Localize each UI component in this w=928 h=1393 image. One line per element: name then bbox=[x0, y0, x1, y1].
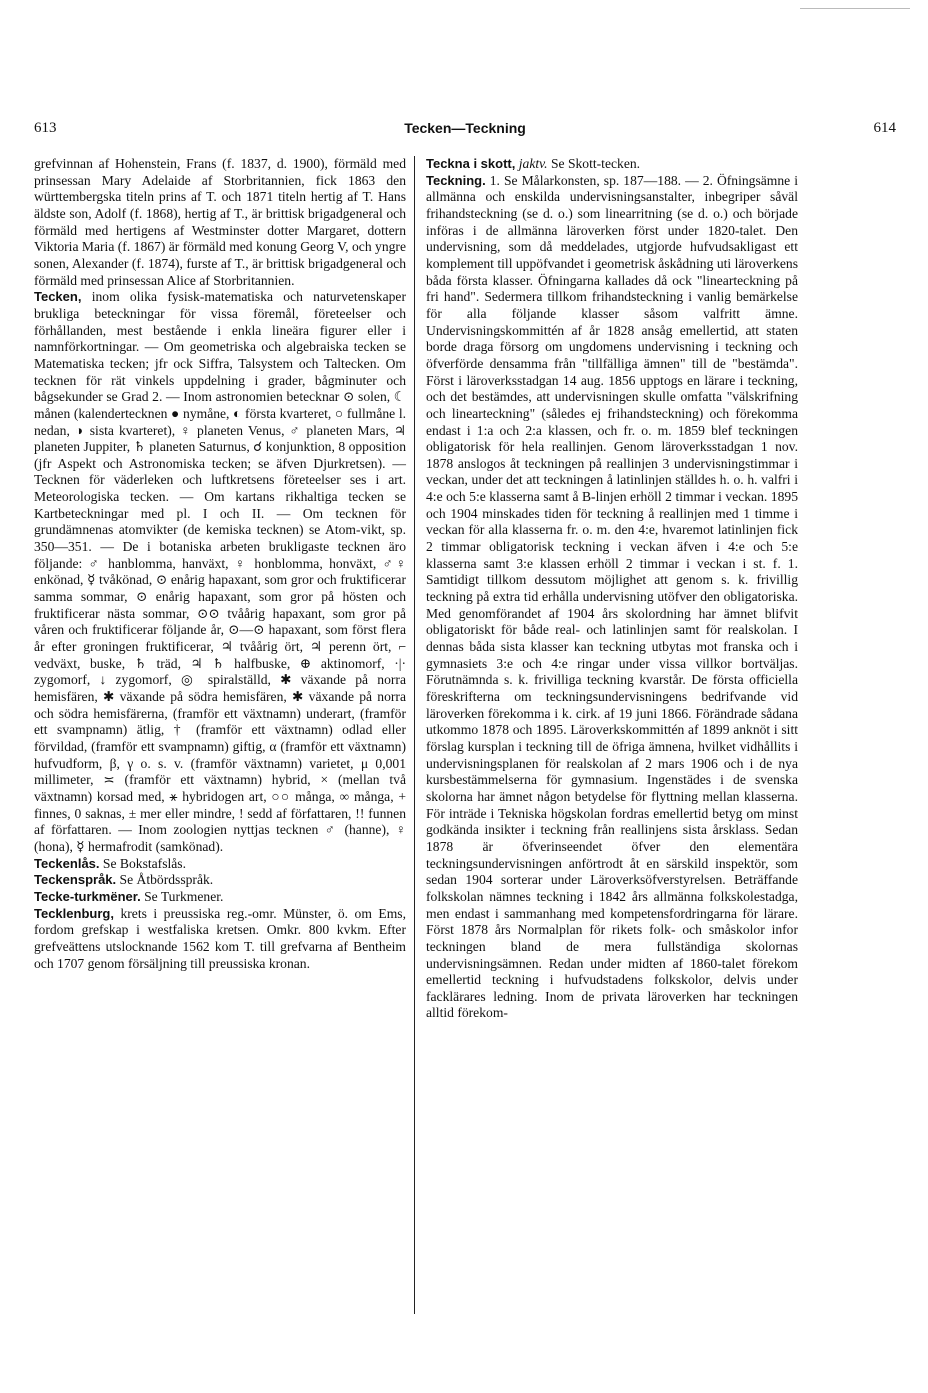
entry-tecken bbox=[34, 289, 406, 855]
entry-text: grefvinnan af Hohenstein, Frans (f. 1837, d. 1900), förmäld med prinsessan Mary Adelaide af Storbritannien, fick 1863 den württembergska titeln prins af T. och 1871 titeln hertig af T. Hans äldste son, Adolf (f. 1868), hertig af T., är brittisk brigadgeneral och förmäld med hertigens af Westminster dotter Margaret, dottern Viktoria Maria (f. 1867) är förmäld med konung Georg V, och yngre sonen, Alexander (f. 1874), furste af T., är brittisk brigadgeneral och förmäld med prinsessan Alice af Storbritannien. bbox=[34, 156, 406, 288]
entry-text: Se Skott-tecken. bbox=[547, 156, 641, 171]
entry-text: Se Turkmener. bbox=[140, 888, 224, 904]
entry-text: Se Åtbördsspråk. bbox=[116, 872, 214, 888]
page-number-right: 614 bbox=[873, 120, 896, 136]
entry-teckenlas bbox=[34, 856, 406, 873]
headword: Teckenlås. bbox=[34, 855, 100, 871]
left-column bbox=[34, 156, 406, 972]
right-column bbox=[426, 156, 798, 1022]
entry-continuation bbox=[34, 156, 406, 289]
entry-tecklenburg bbox=[34, 906, 406, 973]
entry-text: Se Bokstafslås. bbox=[99, 855, 186, 871]
headword: Tecken, bbox=[34, 289, 82, 305]
top-edge-rule bbox=[800, 8, 910, 9]
headword: Teckning. bbox=[426, 172, 486, 188]
headword: Tecklenburg, bbox=[34, 905, 114, 921]
column-divider bbox=[414, 156, 415, 1314]
entry-teckensprak bbox=[34, 872, 406, 889]
headword: Teckna i skott, bbox=[426, 156, 516, 171]
headword: Tecke-turkmëner. bbox=[34, 888, 141, 904]
entry-tecke-turkmener bbox=[34, 889, 406, 906]
entry-text: 1. Se Målarkonsten, sp. 187—188. — 2. Öfningsämne i allmänna och enskilda undervisningsanstalter, inbegriper såväl frihandsteckning (se d. o.) som linearritning (se d. o.) och började införas i de allmänna läroverken först under 1820-talet. Den undervisning, som då meddelades, utgjorde hufvudsakligast ett komplement till uppöfvandet i geometrisk åskådning uti läroverkens båda första klasser. Öfningarna kallades då ock "linearteckning på fri hand". Sedermera tillkom frihandsteckning i vanlig bemärkelse för alla följande klasser såsom valfritt ämne. Undervisningskommittén af år 1828 ansåg emellertid, att staten borde draga försorg om ungdomens undervisning i teckning och öfverförde densamma från "tillfälliga ämnen" till de "bestämda". Först i läroverksstadgan 14 aug. 1856 upptogs en lärare i teckning, och det bestämdes, att undervisningen skulle omfatta "välskrifning och linearteckning" (således ej frihandsteckning) och förekomma endast i 1:a och 2:a klassen, och fr. o. m. 1859 blef teckningen obligatorisk för hela reallinjen. Genom läroverksstadgan 1 nov. 1878 anslogos åt teckningen på reallinjen 3 undervisningstimmar i veckan, under det att teckningen å latinlinjen ställdes h. o. h. valfri i 4:e och 5:e klasserna samt å B-linjen erhöll 2 timmar i veckan. 1895 och 1904 minskades tiden för teckning å reallinjen med 1 timme i veckan för alla klasserna fr. o. m. den 4:e, hvaremot latinlinjen fick 2 timmar obligatorisk teckning i veckan äfven i 4:e och 5:e klasserna samt 3:e klassen erhöll 2 timmar i veckan i st. f. 1. Samtidigt tillkom dessutom möjlighet att genom s. k. frivillig teckning på extra tid erhålla undervisning utöfver den obligatoriska. Med genomförandet af 1904 års skolordning har ämnet blifvit obligatoriskt för både real- och latinlinjen samt för realskolan. I dennas båda sista klasser kan teckning utbytas mot franska och i gymnasiets 3:e och 4:e ringar under vissa villkor bortväljas. Förutnämnda s. k. frivilliga teckning kvarstår. De första officiella föreskrifterna om teckningsundervisningens bedrifvande vid läroverken förekomma i k. cirk. af 19 juni 1866. Förändrade sådana utkommo 1878 och 1895. Läroverkskommittén af 1899 anknöt i sitt förslag kursplan i teckning till de öfriga ämnena, hvilket vidhållits i undervisningsplanen för realskolan af 2 mars 1906 och i de nya kursbestämmelserna för gymnasium. Ingenstädes i de svenska skolorna har ämnet någon betydelse för flyttning mellan klasserna. För inträde i Tekniska högskolan fordras emellertid betyg om minst godkända insikter i teckning från reallinjens sista årsklass. Sedan 1878 är öfverinseendet öfver den elementära teckningsundervisningen anförtrodt åt en särskild inspektör, som sedan 1904 sorterar under Läroverksöfverstyrelsen. Beträffande folkskolan nämnes teckning i 1842 års allmänna folkskolestadga, men endast i sammanhang med kompetensfordringarna för lärare. Först 1878 års Normalplan för rikets folk- och småskolor infor teckningen bland de mera fullständiga skolornas undervisningsämnen. Redan under midten af 1860-talet förekom emellertid teckning i hufvudstadens folkskolor, delvis under facklärares ledning. Inom de privata läroverken har teckningen alltid förekom- bbox=[426, 172, 798, 1021]
entry-text: inom olika fysisk-matematiska och naturvetenskaper brukliga beteckningar för vissa föremål, företeelser och förhållanden, mest bestående i enkla lineära figurer eller i namnförkortningar. — Om geometriska och algebraiska tecken se Matematiska tecken; jfr ock Siffra, Talsystem och Taltecken. Om tecknen för rät vinkels uppdelning i grader, bågminuter och bågsekunder se Grad 2. — Inom astronomien betecknar ⊙ solen, ☾ månen (kalendertecknen ● nymåne, ◐ första kvarteret, ○ fullmåne l. nedan, ◑ sista kvarteret), ♀ planeten Venus, ♂ planeten Mars, ♃ planeten Juppiter, ♄ planeten Saturnus, ☌ konjunktion, 8 opposition (jfr Aspekt och Astronomiska tecken; se äfven Djurkretsen). — Tecknen för väderleken och luftkretsens företeelser ses i art. Meteorologiska tecken. — Om kartans rikhaltiga tecken se Kartbeteckningar med pl. I och II. — Om tecknen för grundämnenas atomvikter (de kemiska tecknen) se Atom-vikt, sp. 350—351. — De i botaniska arbeten brukligaste tecknen äro följande: ♂ hanblomma, hanväxt, ♀ honblomma, honväxt, ♂♀ enkönad, ☿ tvåkönad, ⊙ enårig hapaxant, som gror och fruktificerar samma sommar, ⊙ enårig hapaxant, som gror på hösten och fruktificerar nästa sommar, ⊙⊙ tvåårig hapaxant, som gror på våren och fruktificerar följande år, ⊙—⊙ hapaxant, som först flera år efter groningen fruktificerar, ♃ tvåårig ört, ♃ perenn ört, ⌐ vedväxt, buske, ♄ träd, ♃ ♄ halfbuske, ⊕ aktinomorf, ·|· zygomorf, ↓ zygomorf, ◎ spiralställd, ✱ växande på norra hemisfären, ✱ växande på södra hemisfären, ✱ växande på norra och södra hemisfärerna, (framför ett växtnamn) underart, (framför ett svampnamn) ätlig, † (framför ett växtnamn) odlad eller förvildad, (framför ett svampnamn) giftig, α (framför ett växtnamn) hufvudform, β, γ o. s. v. (framför växtnamn) varietet, μ 0,001 millimeter, ≍ (framför ett växtnamn) hybrid, × (mellan två växtnamn) korsad med, ⚹ hybridogen art, ○○ många, ∞ många, + finnes, 0 saknas, ± mer eller mindre, ! sedd af författaren, !! funnen af författaren. — Inom zoologien nyttjas tecknen ♂ (hanne), ♀ (hona), ☿ hermafrodit (samkönad). bbox=[34, 289, 406, 854]
field-abbreviation: jaktv. bbox=[515, 156, 548, 171]
entry-teckning bbox=[426, 173, 798, 1022]
running-title: Tecken—Teckning bbox=[404, 120, 526, 136]
entry-teckna-i-skott bbox=[426, 156, 798, 173]
entry-text: krets i preussiska reg.-omr. Münster, ö. om Ems, fordom grefskap i westfaliska kretsen. Omkr. 800 kvkm. Efter grefveättens utslocknande 1562 kom T. till grefvarna af Bentheim och 1707 genom försäljning till preussiska kronan. bbox=[34, 905, 406, 971]
page-number-left: 613 bbox=[34, 120, 57, 136]
headword: Teckenspråk. bbox=[34, 872, 117, 888]
page-header bbox=[34, 120, 896, 140]
